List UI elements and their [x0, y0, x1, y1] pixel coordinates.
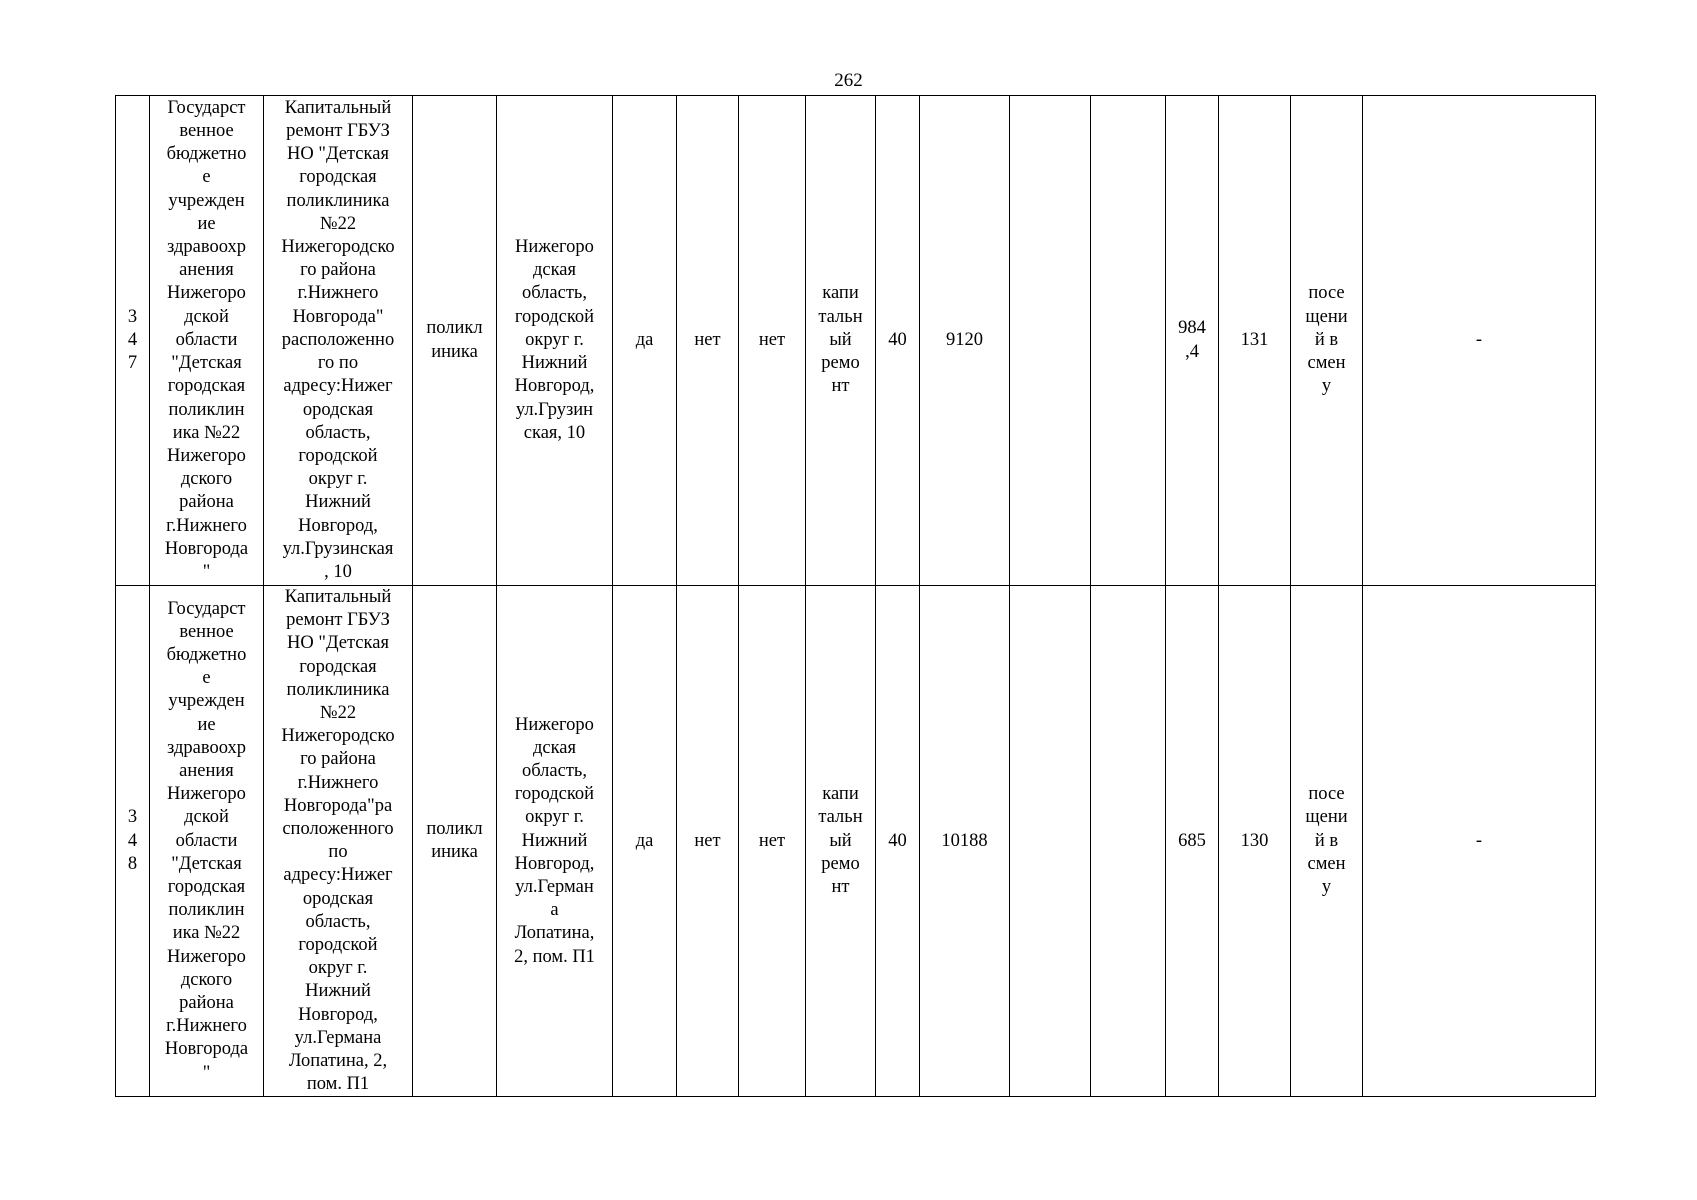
- cell-value-40: 40: [876, 96, 920, 586]
- cell-object-name: Капитальный ремонт ГБУЗ НО "Детская городская поликлиника №22 Нижегородско го района г.Нижнего Новгорода"ра сположенного по адресу:Нижег ородская область, городской округ г. Нижний Новгород, ул.Германа Лопатина, 2, пом. П1: [264, 586, 413, 1097]
- cell-empty-1: [1010, 96, 1091, 586]
- cell-note: -: [1363, 96, 1596, 586]
- cell-row-number: 3 4 7: [116, 96, 150, 586]
- cell-no-1: нет: [677, 96, 739, 586]
- cell-area: 685: [1166, 586, 1219, 1097]
- cell-row-number: 3 4 8: [116, 586, 150, 1097]
- registry-table: [115, 95, 1596, 1097]
- cell-note: -: [1363, 586, 1596, 1097]
- cell-capacity-unit: посе щени й в смен у: [1291, 96, 1363, 586]
- table-row: [116, 586, 1596, 1097]
- cell-address: Нижегоро дская область, городской округ г. Нижний Новгород, ул.Герман а Лопатина, 2, пом. П1: [497, 586, 613, 1097]
- cell-institution: Государст венное бюджетно е учрежден ие здравоохр анения Нижегоро дской области "Детская городская поликлин ика №22 Нижегоро дского района г.Нижнего Новгорода ": [150, 96, 264, 586]
- cell-empty-2: [1091, 96, 1166, 586]
- cell-yes: да: [613, 586, 677, 1097]
- cell-yes: да: [613, 96, 677, 586]
- cell-object-type: поликл иника: [413, 96, 497, 586]
- cell-area: 984 ,4: [1166, 96, 1219, 586]
- cell-no-2: нет: [739, 96, 806, 586]
- cell-empty-1: [1010, 586, 1091, 1097]
- table-row: [116, 96, 1596, 586]
- cell-no-1: нет: [677, 586, 739, 1097]
- cell-work-type: капи тальн ый ремо нт: [806, 586, 876, 1097]
- cell-institution: Государст венное бюджетно е учрежден ие здравоохр анения Нижегоро дской области "Детская городская поликлин ика №22 Нижегоро дского района г.Нижнего Новгорода ": [150, 586, 264, 1097]
- cell-value-40: 40: [876, 586, 920, 1097]
- cell-capacity-unit: посе щени й в смен у: [1291, 586, 1363, 1097]
- cell-cost: 9120: [920, 96, 1010, 586]
- cell-empty-2: [1091, 586, 1166, 1097]
- cell-capacity: 131: [1219, 96, 1291, 586]
- cell-object-type: поликл иника: [413, 586, 497, 1097]
- cell-cost: 10188: [920, 586, 1010, 1097]
- cell-address: Нижегоро дская область, городской округ г. Нижний Новгород, ул.Грузин ская, 10: [497, 96, 613, 586]
- page-number: 262: [834, 70, 863, 91]
- cell-no-2: нет: [739, 586, 806, 1097]
- cell-object-name: Капитальный ремонт ГБУЗ НО "Детская городская поликлиника №22 Нижегородско го района г.Нижнего Новгорода" расположенно го по адресу:Нижег ородская область, городской округ г. Нижний Новгород, ул.Грузинская , 10: [264, 96, 413, 586]
- cell-work-type: капи тальн ый ремо нт: [806, 96, 876, 586]
- cell-capacity: 130: [1219, 586, 1291, 1097]
